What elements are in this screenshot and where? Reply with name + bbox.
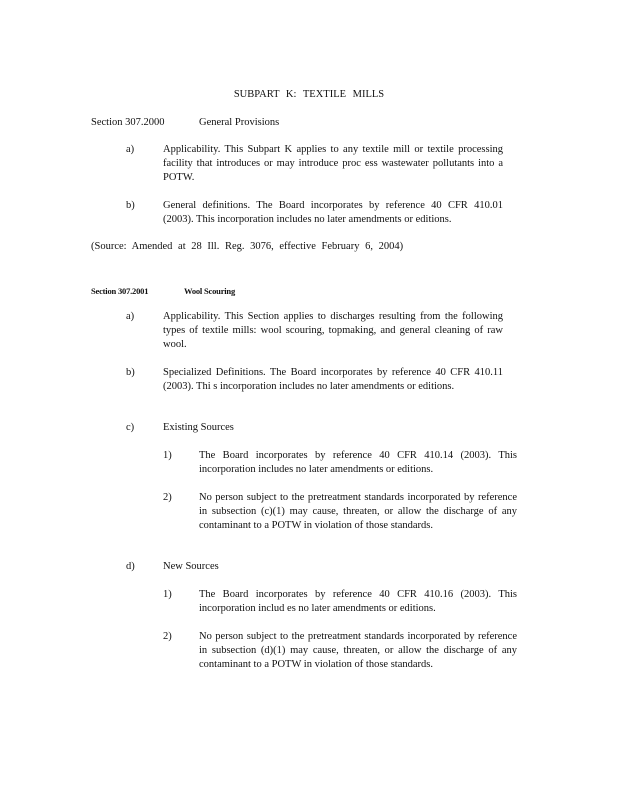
source-note: (Source: Amended at 28 Ill. Reg. 3076, effective February 6, 2004) [91, 241, 404, 252]
subitem-text: No person subject to the pretreatment standards incorporated by reference in subsection (d)(1) may cause, threaten, or allow the discharge of any contaminant to a POTW in violation of those standards. [199, 631, 517, 670]
section-number: Section 307.2000 [91, 117, 165, 128]
section-title: General Provisions [199, 117, 280, 128]
section-number: Section 307.2001 [91, 286, 149, 296]
item-text: General definitions. The Board incorporates by reference 40 CFR 410.01 (2003). This incorporation includes no later amendments or editions. [163, 200, 503, 225]
subitem-label: 2) [163, 631, 172, 642]
subitem-text: The Board incorporates by reference 40 CFR 410.16 (2003). This incorporation includ es no later amendments or editions. [199, 589, 517, 614]
item-text: Applicability. This Subpart K applies to any textile mill or textile processing facility that introduces or may introduce proc ess wastewater pollutants into a POTW. [163, 144, 503, 183]
item-text: Specialized Definitions. The Board incorporates by reference 40 CFR 410.11 (2003). Thi s incorporation includes no later amendments or editions. [163, 367, 503, 392]
subitem-label: 2) [163, 492, 172, 503]
subitem-label: 1) [163, 589, 172, 600]
section-title: Wool Scouring [184, 286, 236, 296]
item-label: a) [126, 144, 135, 155]
subpart-title: SUBPART K: TEXTILE MILLS [233, 89, 385, 100]
item-label: c) [126, 422, 135, 433]
subitem-text: The Board incorporates by reference 40 CFR 410.14 (2003). This incorporation includes no later amendments or editions. [199, 450, 517, 475]
item-label: d) [126, 561, 135, 572]
item-text: Applicability. This Section applies to discharges resulting from the following types of textile mills: wool scouring, topmaking, and general cleaning of raw wool. [163, 311, 503, 350]
item-heading: Existing Sources [163, 422, 234, 433]
item-label: b) [126, 367, 135, 378]
item-label: b) [126, 200, 135, 211]
subitem-label: 1) [163, 450, 172, 461]
item-heading: New Sources [163, 561, 219, 572]
item-label: a) [126, 311, 135, 322]
subitem-text: No person subject to the pretreatment standards incorporated by reference in subsection (c)(1) may cause, threaten, or allow the discharge of any contaminant to a POTW in violation of those standards. [199, 492, 517, 531]
